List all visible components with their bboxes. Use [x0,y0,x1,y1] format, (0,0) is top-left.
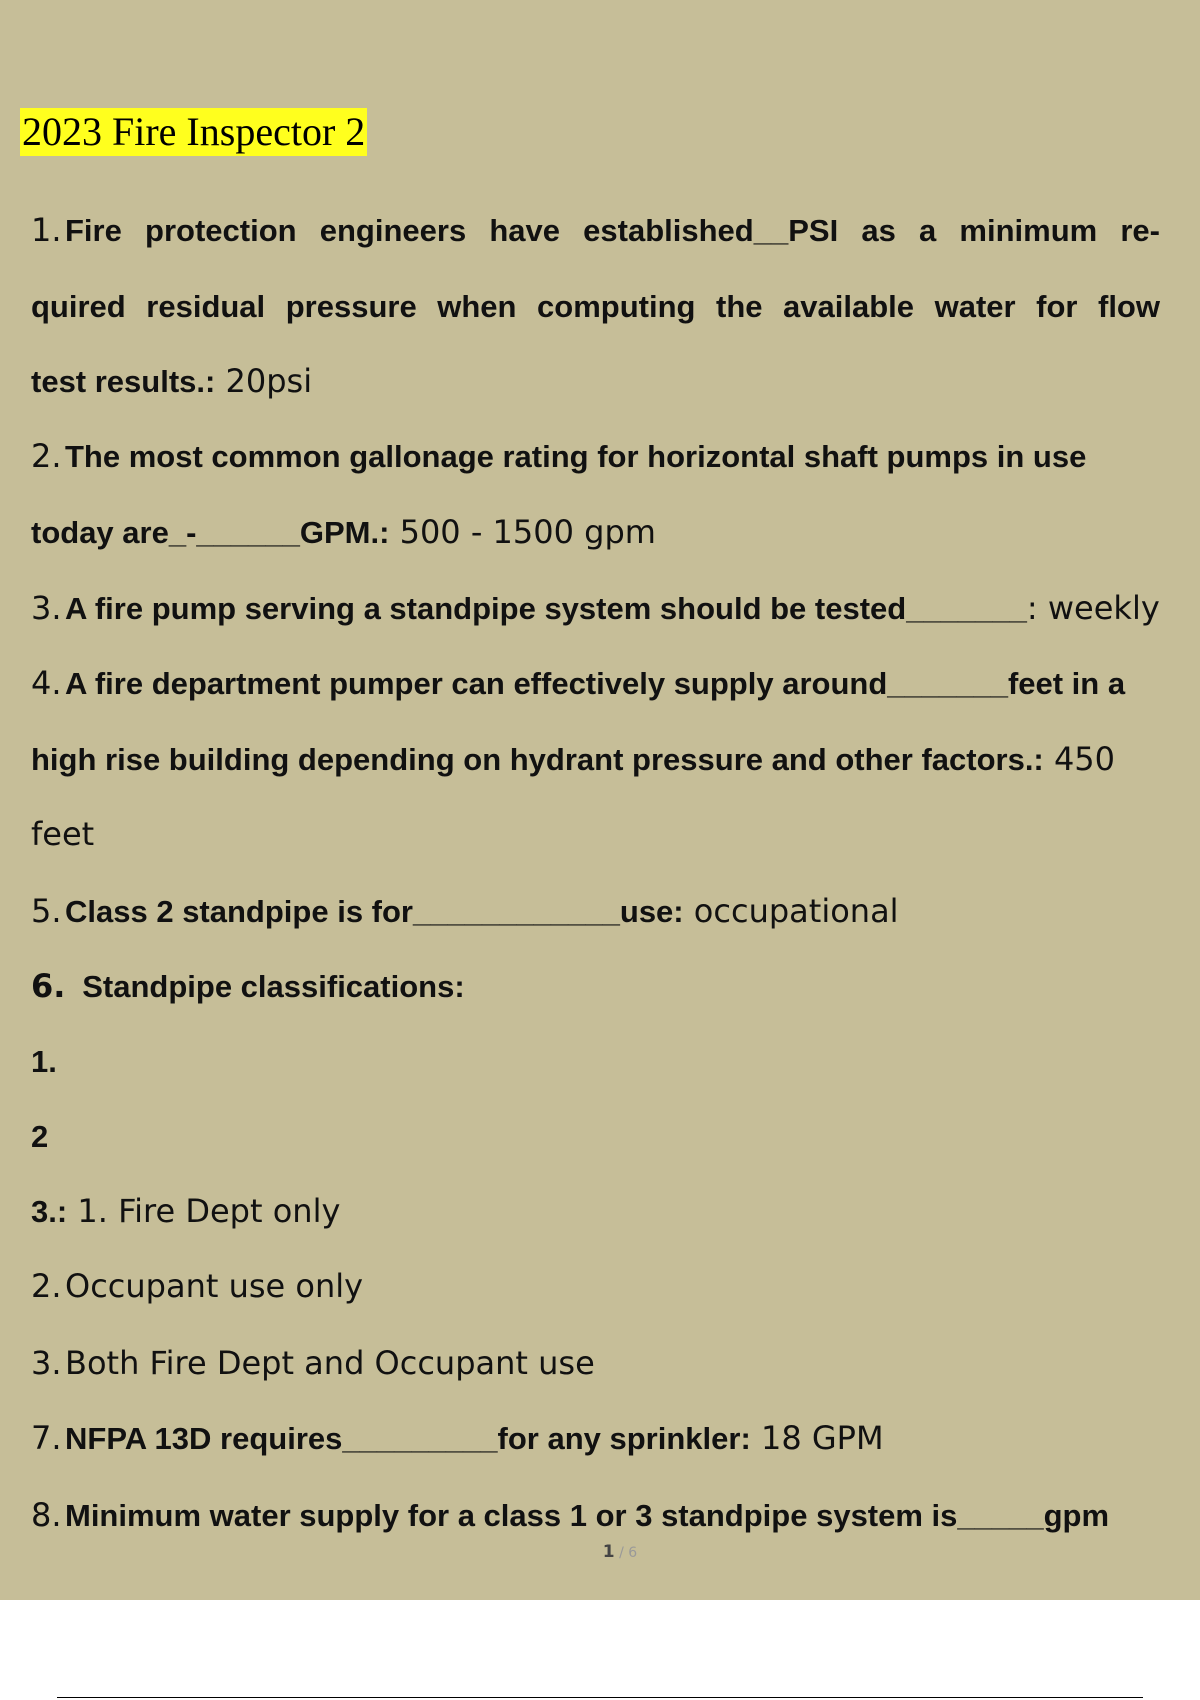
question-6-item-2 [31,1116,48,1157]
question-6-item-3 [31,1191,340,1232]
answer-text: : weekly [1026,589,1160,627]
list-number: 1. [31,1044,57,1079]
answer-text: 450 [1043,740,1116,778]
answer-item-3 [31,1343,595,1383]
question-text: A fire pump serving a standpipe system should be tested_______ [65,591,1027,626]
document-title: 2023 Fire Inspector 2 [22,109,366,154]
list-number: 3. [31,1344,62,1382]
question-text: Class 2 standpipe is for____________use: [65,894,684,929]
answer-text: Both Fire Dept and Occupant use [65,1344,595,1382]
question-6-item-1 [31,1041,57,1082]
question-text: high rise building depending on hydrant pressure and other factors.: [31,742,1044,777]
answer-text: 20psi [215,362,313,400]
question-number: 5. [31,892,62,930]
question-text: NFPA 13D requires_________for any sprinkler: [65,1421,751,1456]
question-4-line-2 [31,739,1115,780]
answer-text: feet [31,815,95,853]
question-4-line-3 [31,814,94,854]
list-number: 2. [31,1267,62,1305]
question-number: 8. [31,1496,62,1534]
question-text: today are_-______GPM.: [31,515,390,550]
question-8-line-1 [31,1495,1109,1536]
page-indicator [0,1542,1200,1562]
answer-text: 500 - 1500 gpm [389,513,656,551]
question-number: 7. [31,1419,62,1457]
list-number: 3.: [31,1194,68,1229]
total-pages: 6 [628,1545,638,1561]
question-4-line-1 [31,663,1125,704]
question-number: 6. [31,967,66,1005]
next-page-top-rule [57,1697,1143,1698]
question-5-line-1 [31,891,899,932]
question-text: Fire protection engineers have established__PSI as a minimum re- [65,213,1160,248]
question-1-line-3 [31,361,312,402]
question-3-line-1 [31,588,1160,629]
question-2-line-1 [31,436,1086,477]
question-7-line-1 [31,1418,884,1459]
answer-text: 1. Fire Dept only [67,1192,341,1230]
question-number: 1. [31,211,62,249]
question-text: test results.: [31,364,216,399]
question-text: A fire department pumper can effectively supply around_______feet in a [65,666,1126,701]
question-text: The most common gallonage rating for horizontal shaft pumps in use [65,439,1087,474]
question-text: Minimum water supply for a class 1 or 3 standpipe system is_____gpm [65,1498,1110,1533]
question-1-line-2 [31,286,1160,327]
question-6-line-1 [31,966,465,1007]
question-1-line-1 [31,210,1160,251]
question-number: 3. [31,589,62,627]
question-number: 2. [31,437,62,475]
current-page: 1 [602,1542,615,1562]
answer-text: occupational [683,892,899,930]
list-number: 2 [31,1119,49,1154]
question-text: quired residual pressure when computing the available water for flow [31,289,1160,324]
question-2-line-2 [31,512,656,553]
question-number: 4. [31,664,62,702]
question-text: Standpipe classifications: [65,969,465,1004]
answer-text: Occupant use only [65,1267,364,1305]
page-separator: / [614,1545,629,1561]
answer-item-2 [31,1266,363,1306]
answer-text: 18 GPM [750,1419,884,1457]
